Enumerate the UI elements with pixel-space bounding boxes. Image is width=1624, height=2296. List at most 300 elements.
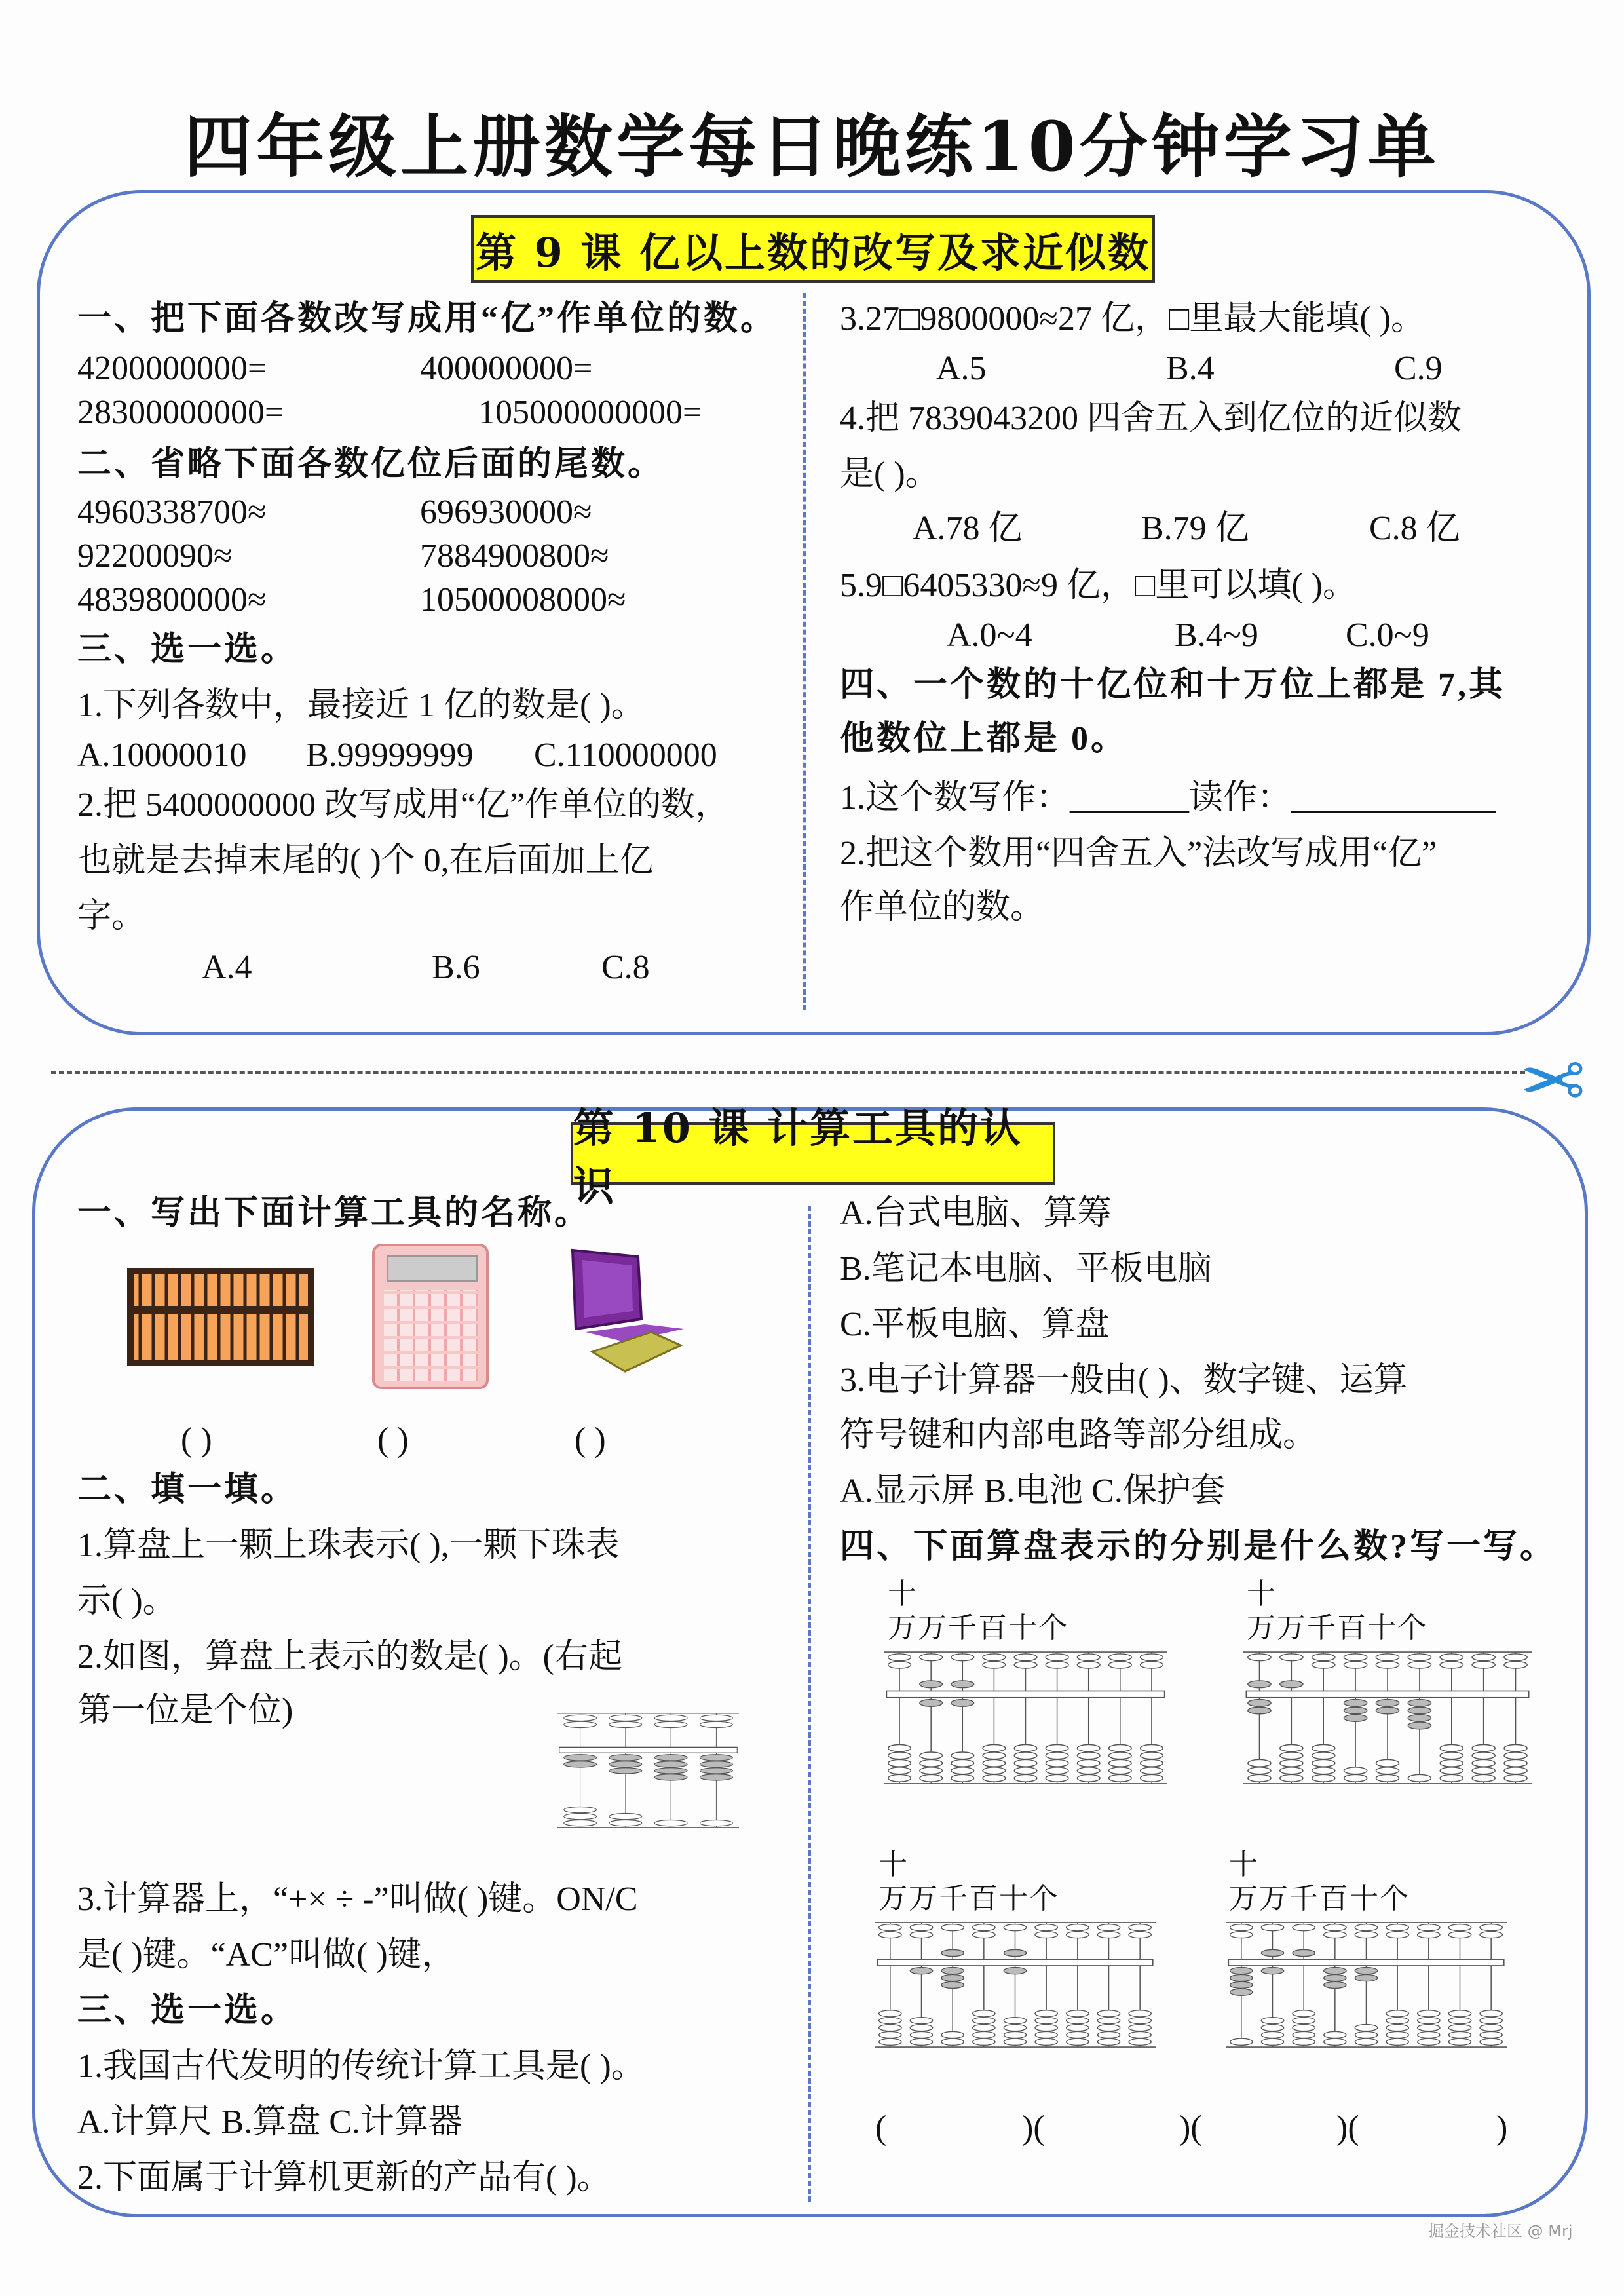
question: 2.把这个数用“四舍五入”法改写成用“亿” (840, 835, 1437, 872)
option: C.110000000 (534, 737, 717, 774)
abacus-bead (1448, 2025, 1471, 2031)
abacus-bead (1344, 1715, 1367, 1722)
section-heading: 二、填一填。 (77, 1471, 298, 1508)
abacus-bead (1472, 1767, 1495, 1774)
abacus-bead (1077, 1752, 1100, 1759)
abacus-bead (1480, 2031, 1502, 2038)
abacus-bead (1035, 1932, 1057, 1938)
question: 第一位是个位) (77, 1692, 293, 1729)
section-heading: 三、选一选。 (77, 631, 298, 668)
abacus-bead (1418, 2010, 1440, 2017)
abacus-bead (1230, 1924, 1253, 1931)
abacus-bead (1280, 1752, 1303, 1759)
abacus-bead (1077, 1661, 1100, 1668)
abacus-bead (1129, 1932, 1151, 1938)
abacus-bead (609, 1755, 642, 1761)
abacus-bead (1440, 1759, 1463, 1767)
abacus-bead (700, 1768, 732, 1774)
abacus-bead (1376, 1774, 1399, 1782)
abacus-bead (1408, 1654, 1431, 1661)
abacus-bead (1324, 1932, 1346, 1938)
abacus-bead (1386, 2018, 1408, 2024)
abacus-bead (1472, 1745, 1495, 1752)
abacus-bead (920, 1752, 943, 1759)
abacus-bead (1324, 2031, 1346, 2038)
abacus-diagram-4 (1226, 1921, 1507, 2048)
abacus-bead (1480, 1932, 1502, 1938)
abacus-bead (1324, 1924, 1346, 1931)
abacus-bead (1312, 1759, 1335, 1767)
abacus-bead (951, 1767, 974, 1774)
abacus-bead (1480, 2038, 1502, 2045)
abacus-bead (1004, 2038, 1026, 2045)
exercise-item: 92200090≈ (77, 537, 233, 575)
column-divider (808, 1206, 811, 2202)
question: 字。 (77, 898, 146, 935)
option: B.6 (432, 949, 480, 986)
abacus-bead (879, 2018, 901, 2024)
abacus-bead (1067, 2018, 1089, 2024)
abacus-bead (910, 2031, 932, 2038)
abacus-bead (1376, 1700, 1399, 1707)
question: 3.计算器上，“+× ÷ -”叫做( )键。ON/C (77, 1881, 638, 1918)
abacus-bead (1067, 1924, 1089, 1931)
exercise-item: 10500008000≈ (420, 581, 626, 619)
place-labels: 万万千百十个 (1229, 1882, 1410, 1915)
place-labels: 万万千百十个 (1247, 1611, 1427, 1645)
answer-paren: ) (1496, 2109, 1508, 2147)
abacus-bead (564, 1807, 597, 1813)
abacus-bead (1261, 2038, 1283, 2045)
answer-blank[interactable]: ( ) (377, 1421, 409, 1459)
place-label-top: 十 (1247, 1577, 1275, 1611)
calculator-picture (372, 1244, 489, 1389)
abacus-bead (910, 1968, 932, 1974)
option: A.0~4 (947, 617, 1032, 654)
abacus-bead (1293, 2031, 1315, 2038)
question: 4.把 7839043200 四舍五入到亿位的近似数 (840, 400, 1462, 437)
question: 3.27□9800000≈27 亿，□里最大能填( )。 (840, 300, 1425, 337)
option: C.平板电脑、算盘 (840, 1306, 1110, 1343)
abacus-bead (951, 1752, 974, 1759)
abacus-bead (1046, 1774, 1068, 1782)
abacus-bead (1141, 1752, 1163, 1759)
abacus-bead (1504, 1767, 1527, 1774)
abacus-bead (564, 1814, 597, 1820)
abacus-bead (1448, 1932, 1471, 1938)
abacus-bead (1448, 1924, 1471, 1931)
answer-paren: )( (1179, 2109, 1202, 2147)
abacus-bead (1109, 1661, 1132, 1668)
abacus-bead (1141, 1654, 1163, 1661)
abacus-bead (973, 2018, 995, 2024)
abacus-bead (1440, 1745, 1463, 1752)
abacus-bead (1376, 1759, 1399, 1767)
abacus-bead (1408, 1661, 1431, 1668)
abacus-bead (1504, 1661, 1527, 1668)
abacus-bead (1014, 1654, 1037, 1661)
abacus-bead (1293, 1924, 1315, 1931)
abacus-bead (1355, 1932, 1377, 1938)
abacus-bead (1014, 1759, 1037, 1767)
abacus-bead (609, 1721, 642, 1727)
abacus-bead (1097, 2010, 1120, 2017)
abacus-bead (1355, 2038, 1377, 2045)
abacus-bead (1014, 1767, 1037, 1774)
section-heading: 四、一个数的十亿位和十万位上都是 7,其 (840, 666, 1506, 704)
abacus-bead (1344, 1774, 1367, 1782)
place-labels: 万万千百十个 (878, 1882, 1059, 1915)
abacus-bead (1324, 2038, 1346, 2045)
abacus-bead (1472, 1759, 1495, 1767)
abacus-bead (1129, 2010, 1151, 2017)
abacus-bead (951, 1681, 974, 1688)
exercise-item: 105000000000= (478, 394, 702, 431)
question: 2.如图，算盘上表示的数是( )。(右起 (77, 1638, 622, 1675)
place-label-top: 十 (878, 1848, 907, 1881)
exercise-item: 7884900800≈ (420, 537, 609, 575)
option: A.5 (936, 350, 987, 387)
abacus-bead (1504, 1745, 1527, 1752)
small-abacus-diagram (557, 1712, 739, 1829)
option: B.79 亿 (1141, 510, 1249, 547)
abacus-bead (1129, 2031, 1151, 2038)
abacus-bead (1248, 1707, 1271, 1714)
abacus-bead (1035, 2038, 1057, 2045)
abacus-bead (879, 2010, 901, 2017)
abacus-bead (1230, 1968, 1253, 1974)
option: A.78 亿 (913, 510, 1023, 547)
abacus-beam (886, 1691, 1164, 1698)
abacus-bead (983, 1767, 1006, 1774)
abacus-bead (1077, 1774, 1100, 1782)
abacus-bead (879, 1924, 901, 1931)
option: B.4~9 (1175, 617, 1258, 654)
exercise-item: 28300000000= (77, 394, 284, 431)
abacus-bead (1067, 1932, 1089, 1938)
abacus-bead (1004, 2018, 1026, 2024)
abacus-bead (1280, 1759, 1303, 1767)
abacus-bead (910, 1924, 932, 1931)
option: A.4 (202, 949, 252, 986)
abacus-bead (1109, 1752, 1132, 1759)
abacus-bead (1472, 1774, 1495, 1782)
abacus-bead (1097, 2025, 1120, 2031)
scissors-icon: ✂ (1520, 1032, 1586, 1123)
abacus-bead (1408, 1774, 1431, 1782)
abacus-bead (973, 1932, 995, 1938)
abacus-bead (654, 1755, 687, 1761)
question: 也就是去掉末尾的( )个 0,在后面加上亿 (77, 842, 654, 879)
abacus-bead (1141, 1745, 1163, 1752)
abacus-bead (1129, 2038, 1151, 2045)
abacus-bead (1472, 1752, 1495, 1759)
question: 示( )。 (77, 1582, 177, 1620)
abacus-bead (1480, 1924, 1502, 1931)
abacus-bead (1230, 1974, 1253, 1981)
abacus-bead (1448, 2018, 1471, 2024)
abacus-bead (1248, 1767, 1271, 1774)
abacus-bead (1097, 1924, 1120, 1931)
abacus-bead (1261, 1924, 1283, 1931)
abacus-bead (1035, 2031, 1057, 2038)
abacus-bead (920, 1700, 943, 1707)
abacus-bead (1408, 1722, 1431, 1729)
abacus-bead (888, 1752, 911, 1759)
abacus-bead (1035, 2025, 1057, 2031)
abacus-bead (951, 1759, 974, 1767)
abacus-bead (941, 2038, 964, 2045)
abacus-bead (1109, 1767, 1132, 1774)
lesson10-banner: 第 10 课 计算工具的认识 (571, 1122, 1055, 1185)
abacus-beam (559, 1747, 737, 1753)
abacus-bead (1077, 1654, 1100, 1661)
abacus-bead (941, 1968, 964, 1974)
abacus-bead (1324, 1974, 1346, 1981)
question: 2.把 5400000000 改写成用“亿”作单位的数， (77, 786, 730, 824)
abacus-bead (1129, 1924, 1151, 1931)
abacus-bead (1448, 2038, 1471, 2045)
abacus-bead (1344, 1661, 1367, 1668)
option: C.8 亿 (1369, 510, 1460, 547)
answer-blank[interactable]: ( ) (575, 1421, 606, 1459)
abacus-bead (920, 1759, 943, 1767)
abacus-bead (1312, 1752, 1335, 1759)
abacus-bead (1014, 1752, 1037, 1759)
abacus-bead (983, 1745, 1006, 1752)
abacus-bead (951, 1654, 974, 1661)
abacus-bead (609, 1820, 642, 1826)
abacus-beam (1228, 1959, 1503, 1966)
abacus-diagram-3 (875, 1921, 1156, 2048)
abacus-bead (1386, 1924, 1408, 1931)
abacus-bead (1293, 2018, 1315, 2024)
abacus-bead (973, 2038, 995, 2045)
exercise-item: 696930000≈ (420, 493, 592, 531)
cut-line (51, 1071, 1525, 1074)
abacus-bead (1280, 1681, 1303, 1688)
abacus-bead (1355, 2025, 1377, 2031)
abacus-bead (888, 1759, 911, 1767)
abacus-bead (1261, 2025, 1283, 2031)
abacus-bead (1440, 1752, 1463, 1759)
abacus-bead (1035, 2018, 1057, 2024)
abacus-bead (973, 2025, 995, 2031)
abacus-bead (1376, 1767, 1399, 1774)
option: C.8 (601, 949, 650, 986)
abacus-bead (1141, 1661, 1163, 1668)
abacus-bead (700, 1774, 732, 1780)
answer-paren: )( (1336, 2109, 1359, 2147)
abacus-bead (920, 1681, 943, 1688)
abacus-bead (910, 2025, 932, 2031)
abacus-bead (1035, 1924, 1057, 1931)
abacus-bead (1261, 1949, 1283, 1956)
section-heading: 他数位上都是 0。 (840, 720, 1128, 757)
abacus-bead (1504, 1752, 1527, 1759)
place-label-top: 十 (1229, 1848, 1258, 1881)
abacus-bead (1067, 2025, 1089, 2031)
section-heading: 四、下面算盘表示的分别是什么数?写一写。 (840, 1528, 1557, 1565)
abacus-bead (951, 1700, 974, 1707)
abacus-bead (1261, 2031, 1283, 2038)
abacus-bead (1109, 1654, 1132, 1661)
column-divider (803, 293, 806, 1010)
option: A.计算尺 B.算盘 C.计算器 (77, 2103, 463, 2141)
abacus-bead (1046, 1759, 1068, 1767)
abacus-bead (1046, 1767, 1068, 1774)
abacus-bead (920, 1767, 943, 1774)
abacus-bead (1312, 1767, 1335, 1774)
abacus-bead (1386, 2031, 1408, 2038)
section-heading: 二、省略下面各数亿位后面的尾数。 (77, 446, 665, 483)
abacus-bead (609, 1768, 642, 1774)
abacus-bead (941, 1924, 964, 1931)
abacus-bead (879, 2031, 901, 2038)
abacus-bead (1014, 1774, 1037, 1782)
abacus-bead (1293, 2010, 1315, 2017)
abacus-bead (1035, 2010, 1057, 2017)
abacus-bead (1324, 1968, 1346, 1974)
abacus-bead (700, 1715, 732, 1721)
question: 5.9□6405330≈9 亿，□里可以填( )。 (840, 567, 1357, 604)
abacus-bead (941, 1981, 964, 1988)
abacus-bead (564, 1761, 597, 1767)
abacus-bead (1472, 1654, 1495, 1661)
abacus-bead (1408, 1707, 1431, 1714)
abacus-bead (1312, 1654, 1335, 1661)
abacus-bead (1355, 1968, 1377, 1974)
abacus-bead (1014, 1661, 1037, 1668)
abacus-bead (1261, 1968, 1283, 1974)
question: 1.这个数写作：_______读作：____________ (840, 779, 1496, 816)
exercise-item: 400000000= (420, 350, 593, 387)
abacus-bead (1280, 1774, 1303, 1782)
abacus-bead (1046, 1745, 1068, 1752)
abacus-bead (1097, 1932, 1120, 1938)
abacus-bead (1418, 2025, 1440, 2031)
abacus-bead (1248, 1654, 1271, 1661)
abacus-bead (1440, 1774, 1463, 1782)
abacus-bead (1261, 2018, 1283, 2024)
abacus-bead (1280, 1745, 1303, 1752)
abacus-bead (654, 1820, 687, 1826)
abacus-bead (1248, 1700, 1271, 1707)
abacus-bead (654, 1761, 687, 1767)
abacus-bead (1129, 2018, 1151, 2024)
abacus-bead (700, 1761, 732, 1767)
abacus-bead (1141, 1767, 1163, 1774)
abacus-bead (1004, 1924, 1026, 1931)
abacus-bead (1280, 1767, 1303, 1774)
abacus-bead (1418, 2038, 1440, 2045)
abacus-bead (1109, 1745, 1132, 1752)
question: 作单位的数。 (840, 889, 1045, 926)
abacus-bead (1046, 1661, 1068, 1668)
abacus-bead (1293, 2025, 1315, 2031)
abacus-bead (910, 2018, 932, 2024)
abacus-bead (888, 1661, 911, 1668)
abacus-bead (1448, 2010, 1471, 2017)
abacus-bead (1312, 1661, 1335, 1668)
question: 符号键和内部电路等部分组成。 (840, 1417, 1317, 1454)
abacus-bead (1141, 1759, 1163, 1767)
abacus-bead (910, 2038, 932, 2045)
abacus-diagram-2 (1243, 1651, 1532, 1785)
abacus-bead (1097, 2031, 1120, 2038)
abacus-bead (564, 1721, 597, 1727)
abacus-bead (1230, 1932, 1253, 1938)
abacus-bead (654, 1768, 687, 1774)
abacus-bead (951, 1774, 974, 1782)
question: 1.算盘上一颗上珠表示( ),一颗下珠表 (77, 1527, 620, 1564)
abacus-bead (983, 1661, 1006, 1668)
abacus-bead (564, 1715, 597, 1721)
abacus-bead (1248, 1681, 1271, 1688)
abacus-bead (1067, 2031, 1089, 2038)
abacus-bead (879, 2025, 901, 2031)
abacus-bead (654, 1774, 687, 1780)
abacus-bead (1230, 2038, 1253, 2045)
abacus-bead (1386, 1932, 1408, 1938)
abacus-bead (1504, 1654, 1527, 1661)
option: C.9 (1394, 350, 1443, 387)
abacus-bead (1355, 1974, 1377, 1981)
abacus-bead (973, 2010, 995, 2017)
abacus-bead (888, 1774, 911, 1782)
abacus-bead (1004, 1968, 1026, 1974)
abacus-bead (1067, 2038, 1089, 2045)
abacus-bead (1344, 1654, 1367, 1661)
abacus-bead (1386, 2010, 1408, 2017)
abacus-bead (1004, 2031, 1026, 2038)
abacus-bead (1014, 1745, 1037, 1752)
section-heading: 一、写出下面计算工具的名称。 (77, 1195, 592, 1232)
abacus-bead (654, 1715, 687, 1721)
abacus-bead (1418, 2018, 1440, 2024)
answer-paren: )( (1022, 2109, 1045, 2147)
abacus-bead (920, 1774, 943, 1782)
question: 1.我国古代发明的传统计算工具是( )。 (77, 2048, 645, 2085)
abacus-diagram-1 (884, 1651, 1167, 1785)
watermark: 掘金技术社区 @ Mrj (1428, 2222, 1573, 2240)
abacus-beam (877, 1959, 1152, 1966)
abacus-bead (1408, 1715, 1431, 1722)
question: 1.下列各数中，最接近 1 亿的数是( )。 (77, 687, 645, 724)
abacus-bead (1440, 1661, 1463, 1668)
option: C.0~9 (1346, 617, 1429, 654)
abacus-bead (1324, 1981, 1346, 1988)
abacus-beam (1246, 1691, 1528, 1698)
abacus-bead (609, 1715, 642, 1721)
abacus-bead (609, 1761, 642, 1767)
abacus-bead (1440, 1767, 1463, 1774)
abacus-bead (1344, 1700, 1367, 1707)
abacus-bead (1004, 1949, 1026, 1956)
question: 3.电子计算器一般由( )、数字键、运算 (840, 1362, 1408, 1399)
abacus-bead (941, 2031, 964, 2038)
answer-blank[interactable]: ( ) (181, 1421, 212, 1459)
abacus-bead (1355, 2031, 1377, 2038)
abacus-bead (1376, 1654, 1399, 1661)
abacus-bead (1293, 1949, 1315, 1956)
abacus-bead (1344, 1767, 1367, 1774)
abacus-bead (1004, 2025, 1026, 2031)
abacus-bead (1230, 1981, 1253, 1988)
abacus-bead (654, 1721, 687, 1727)
abacus-bead (1376, 1707, 1399, 1714)
abacus-bead (1280, 1654, 1303, 1661)
